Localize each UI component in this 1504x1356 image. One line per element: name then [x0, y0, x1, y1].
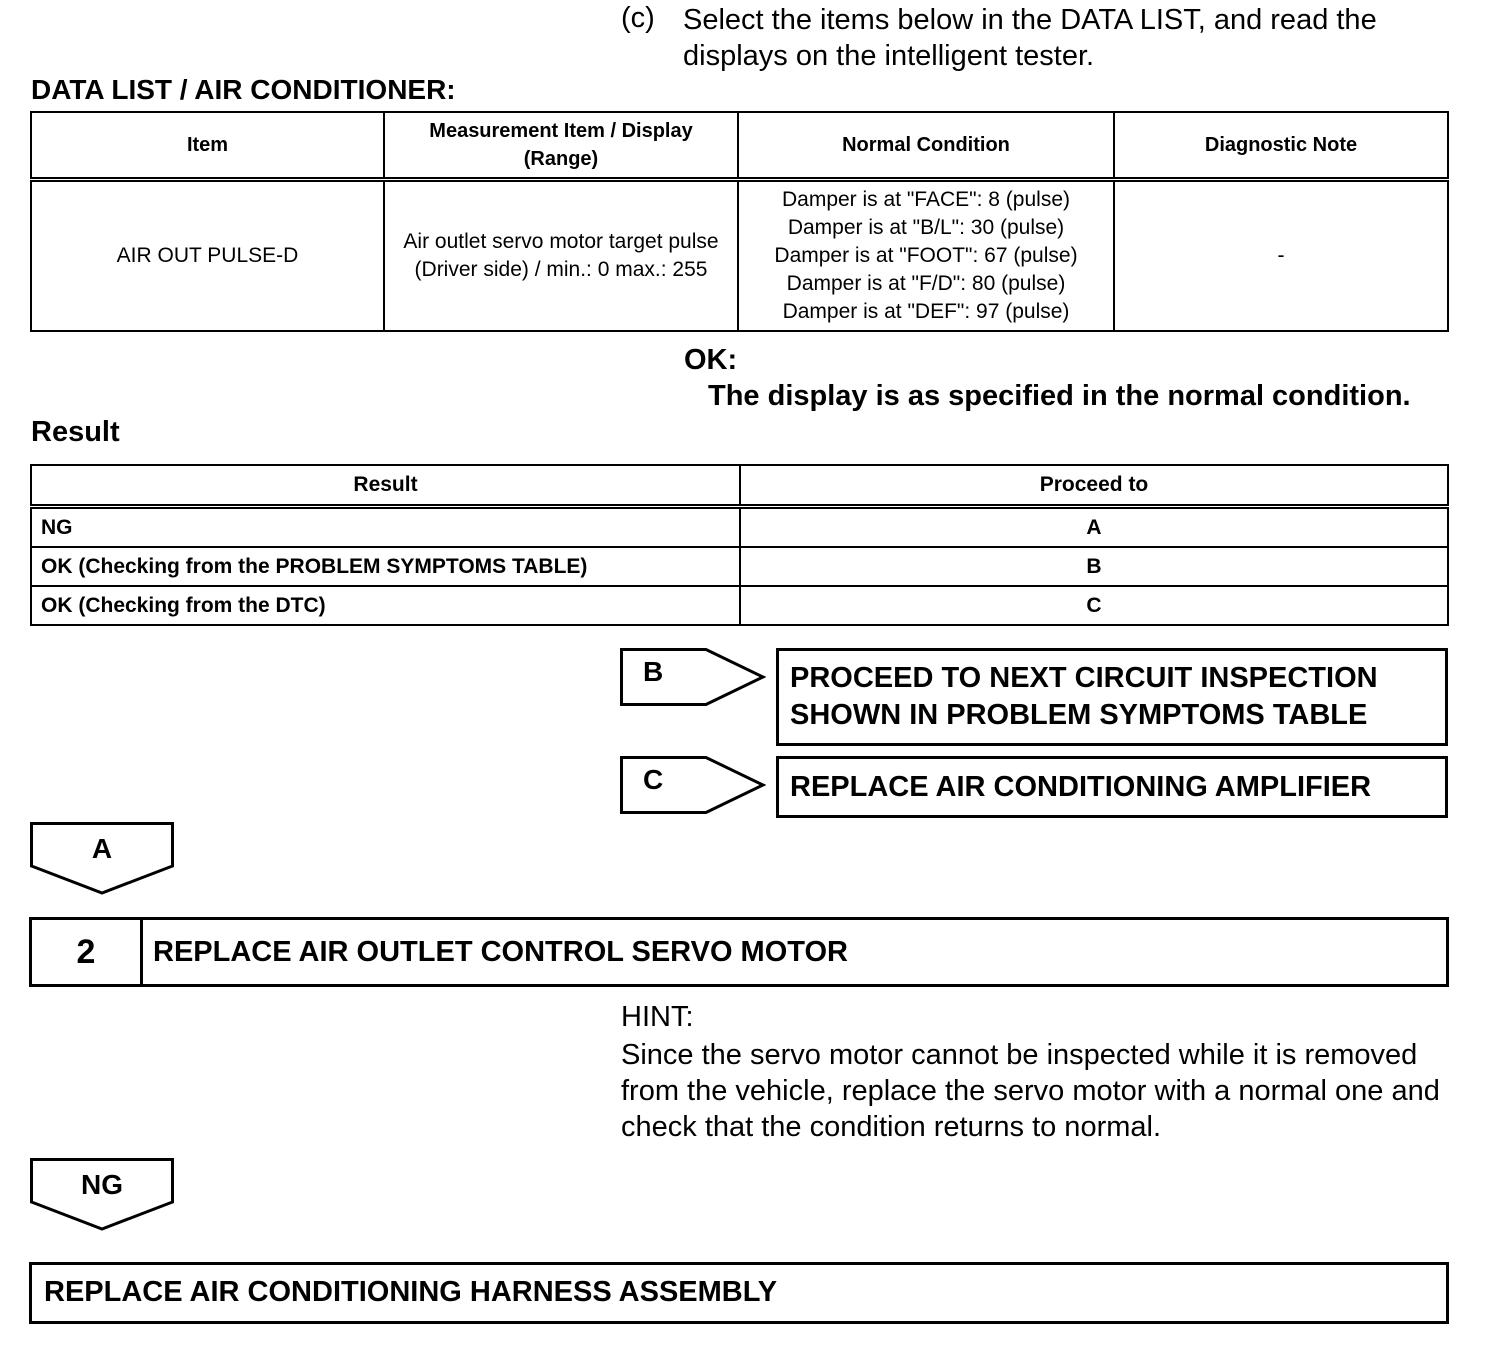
branch-tag-label: B	[643, 656, 664, 687]
action-line: PROCEED TO NEXT CIRCUIT INSPECTION	[790, 662, 1378, 694]
measurement-line: Air outlet servo motor target pulse	[403, 230, 719, 253]
table-row	[31, 180, 1448, 332]
cell-item: AIR OUT PULSE-D	[31, 180, 384, 332]
cell-diagnostic-note: -	[1114, 180, 1448, 332]
normal-condition-line: Damper is at "FOOT": 67 (pulse)	[774, 244, 1078, 267]
branch-tag-b	[620, 648, 766, 706]
header-normal-condition: Normal Condition	[738, 112, 1114, 180]
step-letter: (c)	[621, 2, 655, 34]
ok-condition-text: The display is as specified in the normal condition.	[708, 380, 1411, 412]
branch-chevron-label: NG	[81, 1169, 123, 1200]
branch-chevron-label: A	[91, 833, 113, 864]
normal-condition-line: Damper is at "DEF": 97 (pulse)	[782, 300, 1070, 323]
cell-result: OK (Checking from the PROBLEM SYMPTOMS TABLE)	[31, 547, 740, 586]
header-measurement-text: Measurement Item / Display (Range)	[429, 120, 693, 170]
cell-result: OK (Checking from the DTC)	[31, 586, 740, 625]
header-item: Item	[31, 112, 384, 180]
arrow-tag-icon	[620, 756, 766, 814]
ok-label: OK:	[684, 344, 738, 376]
hint-text: Since the servo motor cannot be inspected while it is removed from the vehicle, replace the servo motor with a normal one and check that the condition returns to normal.	[621, 1039, 1440, 1143]
step-title: REPLACE AIR OUTLET CONTROL SERVO MOTOR	[153, 936, 848, 968]
action-box-replace-amplifier: REPLACE AIR CONDITIONING AMPLIFIER	[776, 756, 1448, 818]
table-header-row	[31, 112, 1448, 180]
data-list-table	[30, 111, 1449, 332]
cell-proceed: B	[740, 547, 1448, 586]
cell-result: NG	[31, 507, 740, 548]
header-proceed-to: Proceed to	[740, 465, 1448, 507]
cell-proceed: A	[740, 507, 1448, 548]
action-box-next-circuit	[776, 648, 1448, 746]
step-instruction: Select the items below in the DATA LIST, and read the displays on the intelligent tester.	[683, 4, 1377, 72]
hint-label: HINT:	[621, 1001, 694, 1033]
table-row	[31, 547, 1448, 586]
branch-chevron-ng	[30, 1158, 174, 1232]
table-row	[31, 586, 1448, 625]
branch-tag-c	[620, 756, 766, 814]
normal-condition-line: Damper is at "FACE": 8 (pulse)	[781, 188, 1070, 211]
branch-tag-label: C	[643, 764, 664, 795]
cell-measurement	[384, 180, 738, 332]
branch-chevron-a	[30, 822, 174, 896]
normal-condition-line: Damper is at "B/L": 30 (pulse)	[787, 216, 1065, 239]
cell-proceed: C	[740, 586, 1448, 625]
result-table	[30, 464, 1449, 626]
final-action-box: REPLACE AIR CONDITIONING HARNESS ASSEMBLY	[29, 1262, 1449, 1324]
action-line: SHOWN IN PROBLEM SYMPTOMS TABLE	[790, 699, 1368, 731]
table-row	[31, 507, 1448, 548]
header-measurement	[384, 112, 738, 180]
normal-condition-line: Damper is at "F/D": 80 (pulse)	[786, 272, 1066, 295]
result-heading: Result	[31, 416, 120, 448]
step-number: 2	[32, 920, 143, 984]
header-diagnostic-note: Diagnostic Note	[1114, 112, 1448, 180]
arrow-tag-icon	[620, 648, 766, 706]
cell-normal-condition	[738, 180, 1114, 332]
table-header-row	[31, 465, 1448, 507]
header-result: Result	[31, 465, 740, 507]
step-2-box	[29, 917, 1449, 987]
data-list-heading: DATA LIST / AIR CONDITIONER:	[31, 74, 456, 105]
measurement-line: (Driver side) / min.: 0 max.: 255	[414, 258, 708, 281]
